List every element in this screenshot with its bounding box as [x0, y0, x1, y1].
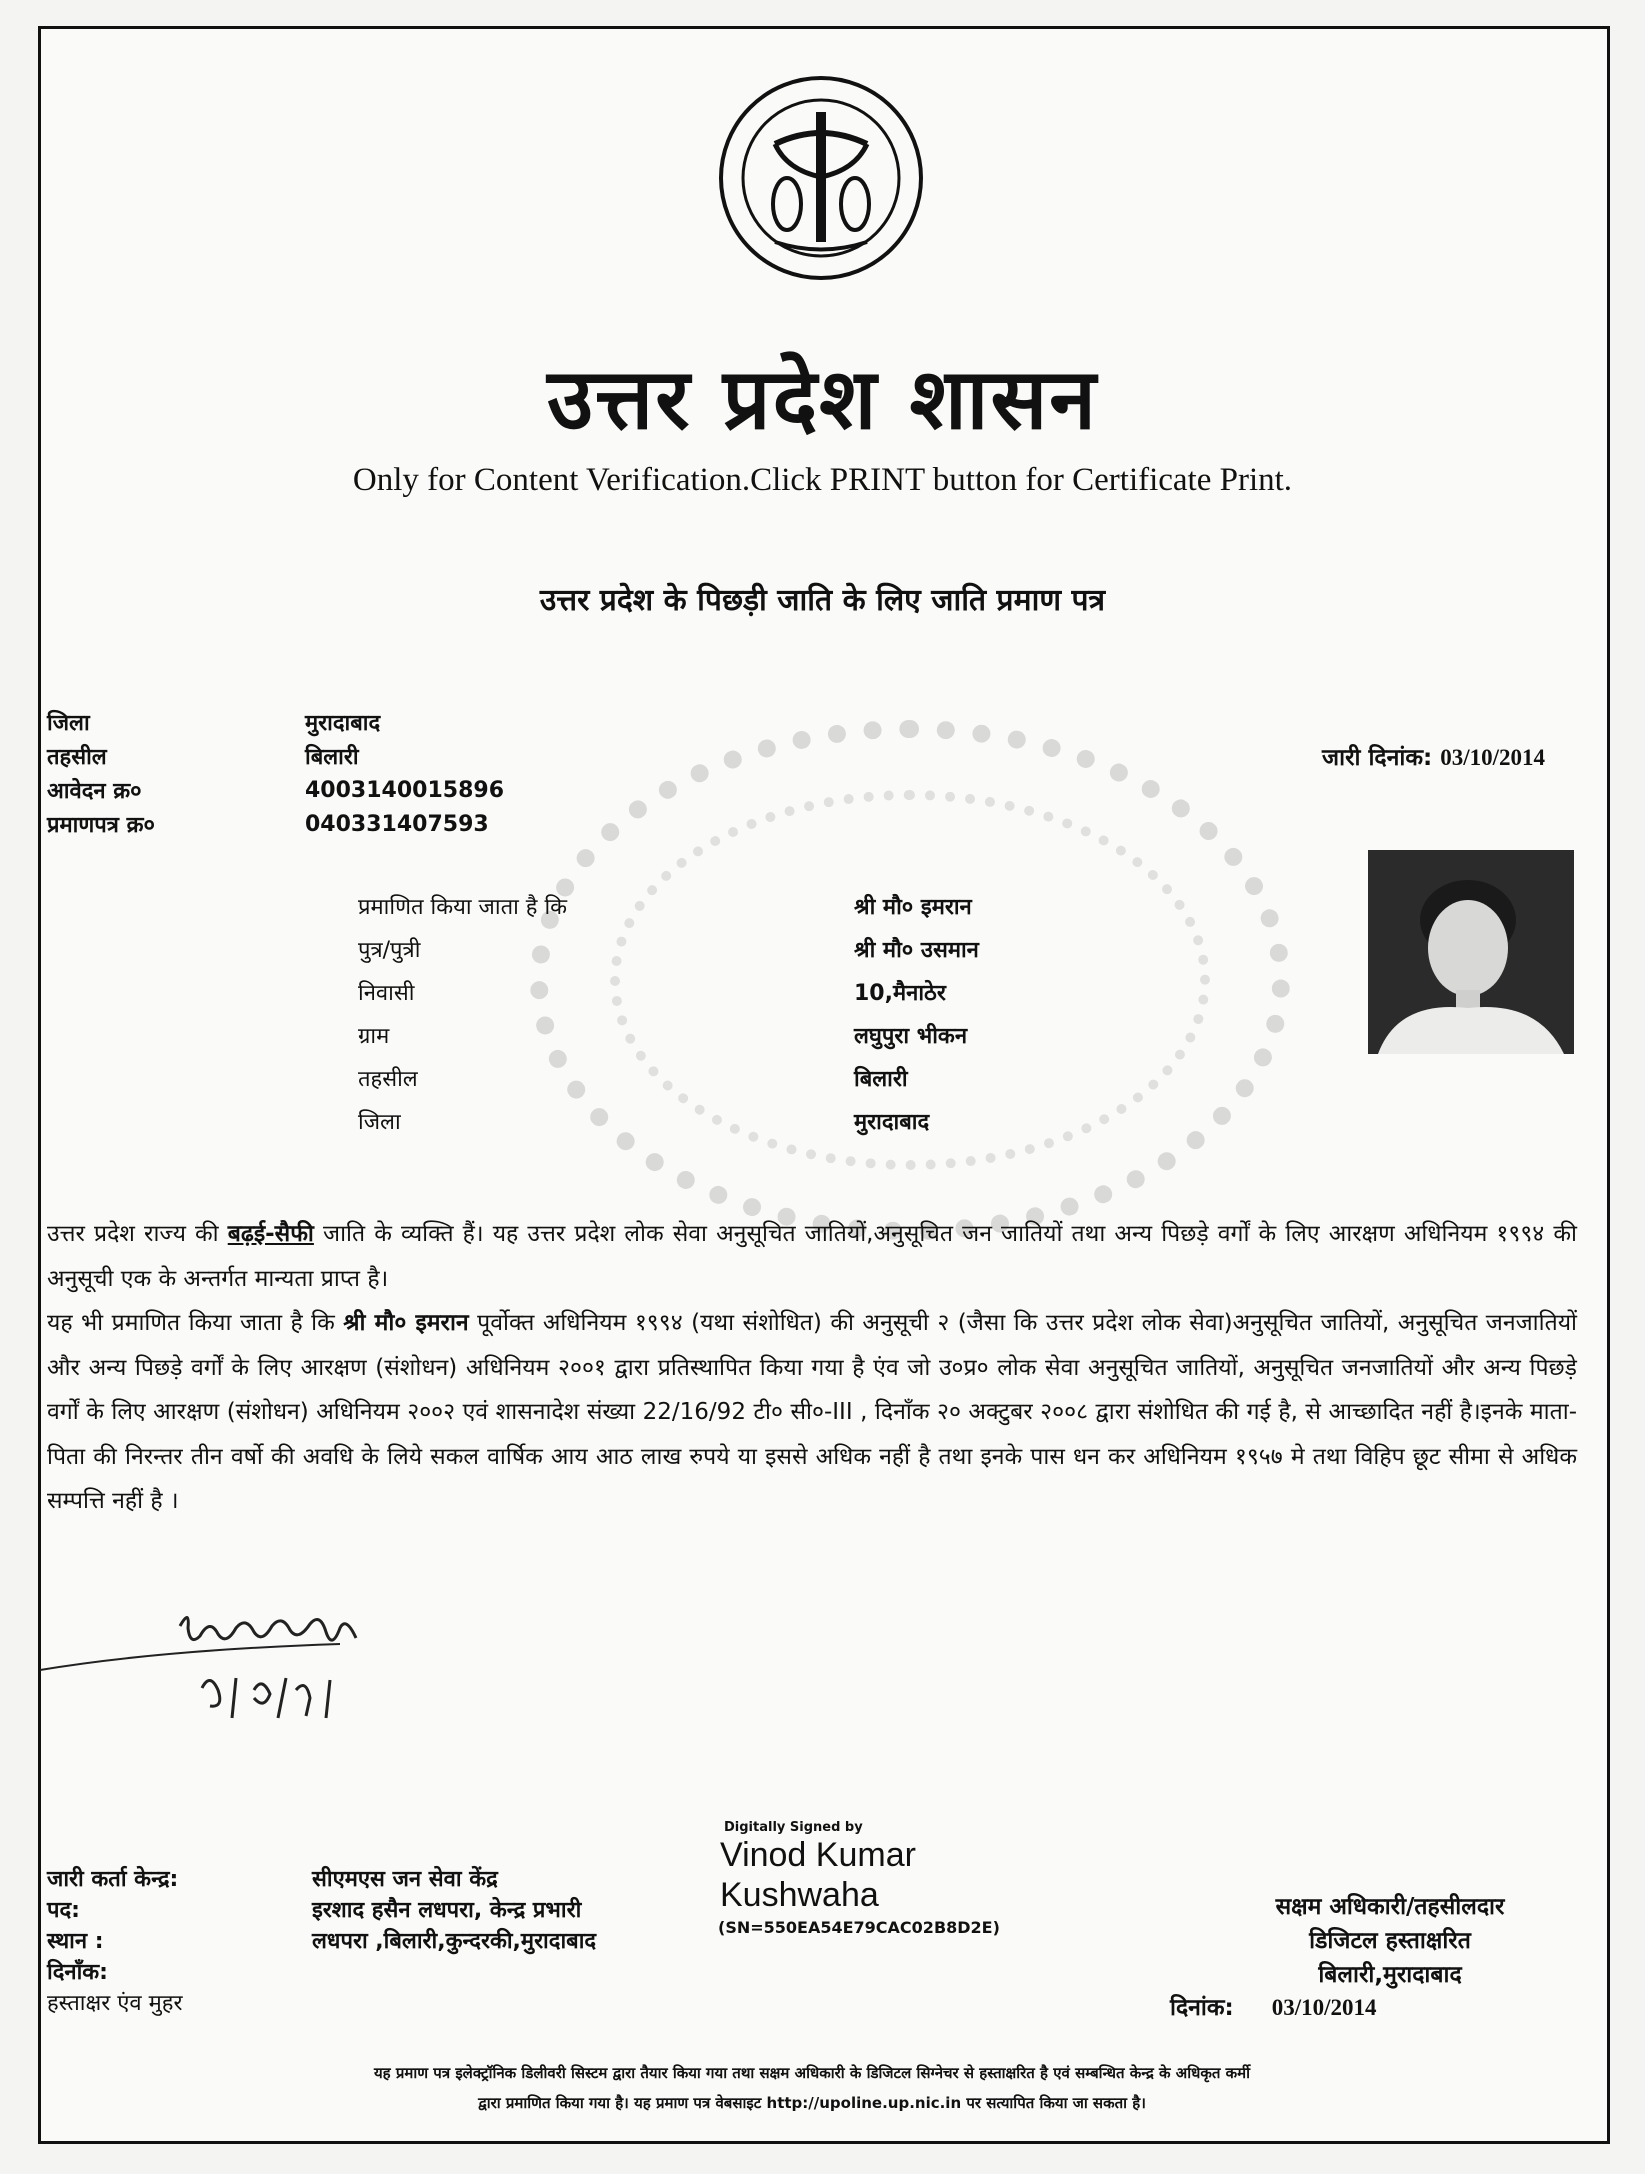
- detail-row-tehsil: [358, 1056, 979, 1099]
- detail-label: प्रमाणित किया जाता है कि: [358, 894, 568, 920]
- detail-value: 10,मैनाठेर: [854, 980, 946, 1006]
- disclaimer-line-1: यह प्रमाण पत्र इलेक्ट्रॉनिक डिलीवरी सिस्टम द्वारा तैयार किया गया तथा सक्षम अधिकारी के डिजिटल सिग्नेचर से हस्ताक्षरित है एवं सम्बन्धित केन्द्र के अधिकृत कर्मी: [373, 2064, 1251, 2082]
- footer-row-designation: [47, 1893, 596, 1924]
- footer-label: जारी कर्ता केन्द्र:: [47, 1866, 179, 1892]
- digital-signed-label: Digitally Signed by: [724, 1820, 863, 1835]
- applicant-photo: [1368, 850, 1574, 1054]
- certificate-title: उत्तर प्रदेश के पिछड़ी जाति के लिए जाति प्रमाण पत्र: [539, 583, 1106, 618]
- footer-row-sign-seal: [47, 1986, 596, 2017]
- detail-value: मुरादाबाद: [854, 1109, 930, 1135]
- body-text-span: उत्तर प्रदेश राज्य की: [47, 1221, 228, 1247]
- body-paragraph-1: [47, 1212, 1577, 1301]
- authority-title: सक्षम अधिकारी/तहसीलदार: [1275, 1894, 1505, 1920]
- authority-date-value: 03/10/2014: [1271, 1995, 1377, 2020]
- body-paragraph-2: [47, 1301, 1577, 1524]
- footer-row-center: [47, 1862, 596, 1893]
- footer-value: इरशाद हसैन लधपरा, केन्द्र प्रभारी: [312, 1897, 582, 1923]
- signature-serial: (SN=550EA54E79CAC02B8D2E): [718, 1918, 1000, 1937]
- detail-row-name: [358, 884, 979, 927]
- meta-label: आवेदन क्र०: [47, 779, 142, 804]
- meta-row-certificate-no: [47, 807, 504, 841]
- meta-value: बिलारी: [305, 745, 359, 770]
- detail-label: निवासी: [358, 980, 415, 1006]
- digital-signature-block: [720, 1820, 916, 1915]
- issue-date-label: जारी दिनांक:: [1322, 745, 1433, 771]
- detail-value: श्री मौ० इमरान: [854, 894, 972, 920]
- detail-value: बिलारी: [854, 1066, 908, 1092]
- meta-label: प्रमाणपत्र क्र०: [47, 813, 155, 838]
- verification-disclaimer: [47, 2058, 1577, 2118]
- authority-place: बिलारी,मुरादाबाद: [1318, 1962, 1462, 1988]
- meta-row-district: [47, 705, 504, 739]
- detail-row-village: [358, 1013, 979, 1056]
- meta-label: जिला: [47, 711, 90, 736]
- footer-label: दिनाँक:: [47, 1959, 108, 1985]
- applicant-name-inline: श्री मौ० इमरान: [343, 1310, 469, 1336]
- meta-label: तहसील: [47, 745, 107, 770]
- footer-label: हस्ताक्षर एंव मुहर: [47, 1990, 183, 2016]
- up-government-emblem: [715, 72, 927, 284]
- body-text-span: पूर्वोक्त अधिनियम १९९४ (यथा संशोधित) की अनुसूची २ (जैसा कि उत्तर प्रदेश लोक सेवा)अनुसूचित जातियों, अनुसूचित जनजातियों और अन्य पिछड़े वर्गों के लिए आरक्षण (संशोधन) अधिनियम २००१ द्वारा प्रतिस्थापित किया गया है एंव जो उ०प्र० लोक सेवा अनुसूचित जातियों, अनुसूचित जनजातियों और अन्य पिछड़े वर्गों के लिए आरक्षण (संशोधन) अधिनियम २००२ एवं शासनादेश संख्या 22/16/92 टी० सी०-III , दिनाँक २० अक्टुबर २००८ द्वारा संशोधित की गई है, से आच्छादित नहीं है।इनके माता-पिता की निरन्तर तीन वर्षो की अवधि के लिये सकल वार्षिक आय आठ लाख रुपये या इससे अधिक नहीं है तथा इनके पास धन कर अधिनियम १९५७ मे तथा विहिप छूट सीमा से अधिक सम्पत्ति नहीं है ।: [47, 1310, 1577, 1514]
- meta-value: मुरादाबाद: [305, 711, 381, 736]
- detail-label: पुत्र/पुत्री: [358, 937, 421, 963]
- detail-row-parent: [358, 927, 979, 970]
- meta-row-tehsil: [47, 739, 504, 773]
- footer-value: लधपरा ,बिलारी,कुन्दरकी,मुरादाबाद: [312, 1928, 597, 1954]
- applicant-details: [358, 884, 979, 1142]
- body-text-span: यह भी प्रमाणित किया जाता है कि: [47, 1310, 344, 1336]
- signer-name-line2: Kushwaha: [720, 1876, 879, 1914]
- caste-name: बढ़ई-सैफी: [227, 1221, 314, 1247]
- detail-label: ग्राम: [358, 1023, 390, 1049]
- certificate-body: [47, 1212, 1577, 1524]
- footer-value: सीएमएस जन सेवा केंद्र: [312, 1866, 498, 1892]
- verification-note: Only for Content Verification.Click PRINT button for Certificate Print.: [352, 462, 1293, 498]
- meta-row-application-no: [47, 773, 504, 807]
- issuing-center-info: [47, 1862, 596, 2017]
- footer-label: पद:: [47, 1897, 80, 1923]
- authority-date-label: दिनांक:: [1170, 1995, 1234, 2021]
- authority-date: [1170, 1990, 1377, 2022]
- detail-value: श्री मौ० उसमान: [854, 937, 979, 963]
- meta-value: 4003140015896: [305, 777, 504, 803]
- authority-digital: डिजिटल हस्ताक्षरित: [1309, 1928, 1471, 1954]
- authority-block: [1200, 1890, 1580, 1992]
- handwritten-signature: [40, 1598, 420, 1738]
- issue-date-value: 03/10/2014: [1440, 745, 1545, 770]
- detail-value: लघुपुरा भीकन: [854, 1023, 968, 1049]
- body-text-span: जाति के व्यक्ति हैं। यह उत्तर प्रदेश लोक सेवा अनुसूचित जातियों,अनुसूचित जन जातियों तथा अन्य पिछड़े वर्गों के लिए आरक्षण अधिनियम १९९४ की अनुसूची एक के अन्तर्गत मान्यता प्राप्त है।: [47, 1221, 1577, 1292]
- footer-row-place: [47, 1924, 596, 1955]
- applicant-photo-image: [1368, 850, 1574, 1054]
- meta-value: 040331407593: [305, 811, 489, 837]
- detail-label: तहसील: [358, 1066, 418, 1092]
- detail-row-residence: [358, 970, 979, 1013]
- footer-label: स्थान :: [47, 1928, 104, 1954]
- detail-label: जिला: [358, 1109, 401, 1135]
- certificate-meta: [47, 705, 504, 841]
- footer-row-date: [47, 1955, 596, 1986]
- issue-date: [1322, 740, 1545, 772]
- page-title: उत्तर प्रदेश शासन: [547, 350, 1098, 448]
- detail-row-district: [358, 1099, 979, 1142]
- disclaimer-line-2: द्वारा प्रमाणित किया गया है। यह प्रमाण पत्र वेबसाइट http://upoline.up.nic.in पर सत्यापित किया जा सकता है।: [478, 2094, 1146, 2112]
- signer-name-line1: Vinod Kumar: [720, 1836, 916, 1874]
